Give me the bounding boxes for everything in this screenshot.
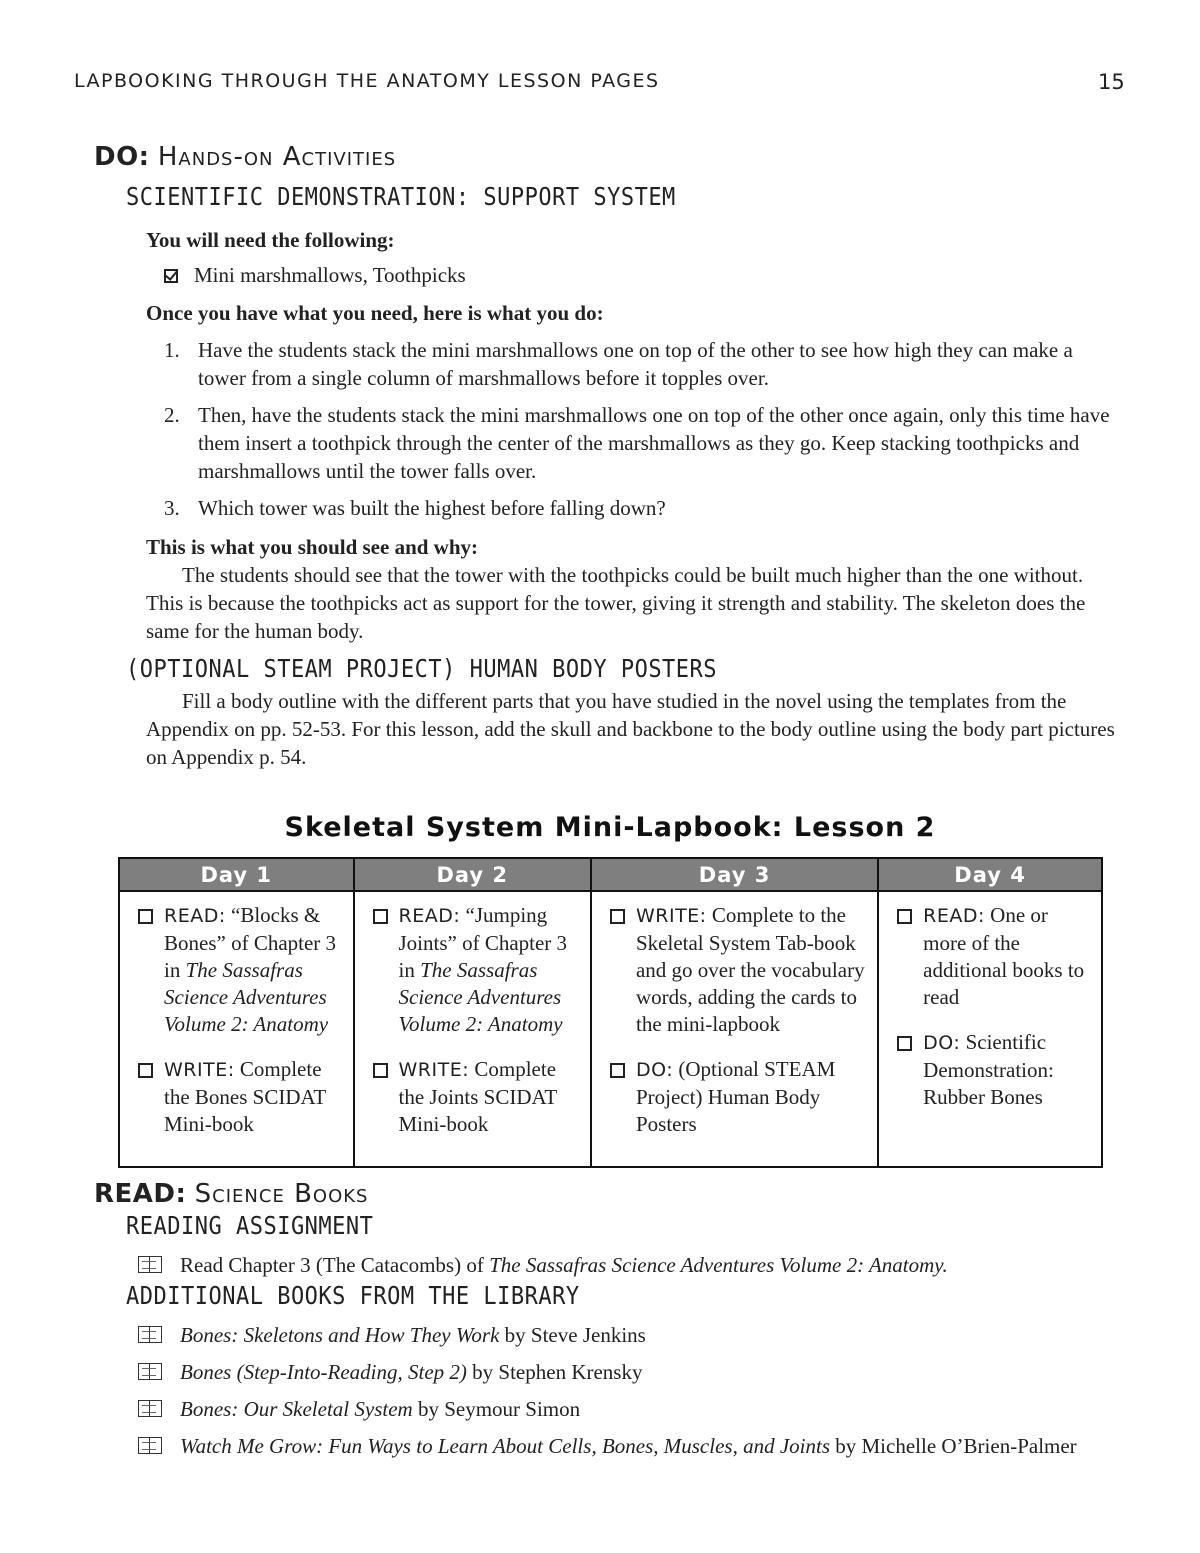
steps-label: Once you have what you need, here is what you do:: [146, 301, 604, 325]
task-label: WRITE:: [164, 1059, 235, 1081]
step-text: Then, have the students stack the mini marshmallows one on top of the other once again, only this time have them insert a toothpick through the center of the marshmallows as they go. Keep stacking toothpicks and marshmallows until the tower falls over.: [198, 403, 1110, 483]
task-item: [897, 902, 1089, 1011]
day-4-cell: [878, 891, 1102, 1167]
read-section-title: Science Books: [194, 1179, 369, 1209]
library-book-item: [138, 1358, 642, 1386]
task-text: “Blocks & Bones” of Chapter 3 in: [164, 903, 337, 982]
task-label: READ:: [398, 905, 461, 927]
task-item: [138, 902, 341, 1038]
book-title: Bones: Our Skeletal System: [180, 1397, 413, 1421]
task-text: Scientific Demonstration: Rubber Bones: [923, 1030, 1054, 1109]
day-header: Day 2: [354, 858, 591, 891]
task-text: “Jumping Joints” of Chapter 3 in: [398, 903, 568, 982]
checkbox-icon[interactable]: [897, 1036, 912, 1051]
day-header: Day 4: [878, 858, 1102, 891]
checkbox-icon[interactable]: [610, 909, 625, 924]
need-label: You will need the following:: [146, 228, 395, 252]
day-1-cell: [119, 891, 354, 1167]
checkbox-icon[interactable]: [897, 909, 912, 924]
step-text: Which tower was built the highest before falling down?: [198, 496, 666, 520]
book-icon: [138, 1326, 162, 1343]
book-author: by Seymour Simon: [412, 1397, 581, 1421]
task-item: [610, 902, 865, 1038]
checkbox-icon[interactable]: [373, 1063, 388, 1078]
task-item: [610, 1056, 865, 1138]
book-icon: [138, 1400, 162, 1417]
task-label: DO:: [635, 1059, 674, 1081]
task-text: One or more of the additional books to read: [923, 903, 1085, 1009]
assignment-text: Read Chapter 3 (The Catacombs) of: [180, 1253, 490, 1277]
task-label: READ:: [923, 905, 985, 927]
lapbook-title: Skeletal System Mini-Lapbook: Lesson 2: [284, 812, 936, 843]
book-icon: [138, 1363, 162, 1380]
step-number: 1.: [164, 338, 180, 362]
checkbox-icon[interactable]: [373, 909, 388, 924]
task-text: Complete to the Skeletal System Tab-book and go over the vocabulary words, adding the cards to the mini-lapbook: [635, 903, 865, 1036]
day-3-cell: [591, 891, 878, 1167]
step-item: [164, 401, 1114, 485]
task-text: Complete the Bones SCIDAT Mini-book: [164, 1057, 326, 1136]
checkbox-icon[interactable]: [138, 909, 153, 924]
project-paragraph: Fill a body outline with the different parts that you have studied in the novel using the templates from the Appendix on pp. 52-53. For this lesson, add the skull and backbone to the body outline using the body part pictures on Appendix p. 54.: [146, 689, 1115, 769]
page-number: 15: [1098, 70, 1125, 94]
task-label: READ:: [164, 905, 226, 927]
task-item: [373, 902, 578, 1038]
task-label: DO:: [923, 1032, 961, 1054]
book-title: Bones: Skeletons and How They Work: [180, 1323, 500, 1347]
why-paragraph: The students should see that the tower with the toothpicks could be built much higher than the one without. This is because the toothpicks act as support for the tower, giving it strength and stability. The skeleton does the same for the human body.: [146, 563, 1086, 643]
task-item: [373, 1056, 578, 1138]
day-header: Day 3: [591, 858, 878, 891]
materials-text: Mini marshmallows, Toothpicks: [194, 263, 466, 287]
step-item: [164, 336, 1114, 392]
reading-assignment-item: [138, 1251, 948, 1279]
book-title: Watch Me Grow: Fun Ways to Learn About Cells, Bones, Muscles, and Joints: [180, 1434, 830, 1458]
book-author: by Michelle O’Brien-Palmer: [830, 1434, 1077, 1458]
lapbook-schedule-table: [118, 857, 1103, 1168]
do-keyword: DO:: [94, 142, 150, 172]
materials-item: [164, 261, 466, 289]
why-label: This is what you should see and why:: [146, 535, 479, 559]
reading-assignment-heading: READING ASSIGNMENT: [126, 1212, 374, 1241]
book-author: by Stephen Krensky: [466, 1360, 643, 1384]
book-icon: [138, 1437, 162, 1454]
task-book-title: The Sassafras Science Adventures Volume 2: Anatomy: [164, 958, 329, 1036]
library-book-item: [138, 1432, 1077, 1460]
task-item: [897, 1029, 1089, 1111]
task-text: Complete the Joints SCIDAT Mini-book: [398, 1057, 557, 1136]
do-section-heading: [94, 142, 396, 172]
library-book-item: [138, 1321, 646, 1349]
day-2-cell: [354, 891, 591, 1167]
project-heading: (OPTIONAL STEAM PROJECT) HUMAN BODY POSTERS: [126, 655, 718, 684]
do-section-title: Hands-on Activities: [157, 142, 397, 172]
checkbox-icon[interactable]: [138, 1063, 153, 1078]
book-icon: [138, 1256, 162, 1273]
day-header: Day 1: [119, 858, 354, 891]
assignment-book-title: The Sassafras Science Adventures Volume 2: Anatomy.: [489, 1253, 948, 1277]
step-number: 3.: [164, 496, 180, 520]
demo-heading: SCIENTIFIC DEMONSTRATION: SUPPORT SYSTEM: [126, 183, 676, 212]
task-label: WRITE:: [635, 905, 707, 927]
book-title: Bones (Step-Into-Reading, Step 2): [180, 1360, 467, 1384]
task-item: [138, 1056, 341, 1138]
checkbox-icon[interactable]: [610, 1063, 625, 1078]
task-label: WRITE:: [398, 1059, 470, 1081]
library-book-item: [138, 1395, 580, 1423]
step-text: Have the students stack the mini marshmallows one on top of the other to see how high they can make a tower from a single column of marshmallows before it topples over.: [198, 338, 1073, 390]
step-item: [164, 494, 1114, 522]
task-book-title: The Sassafras Science Adventures Volume 2: Anatomy: [398, 958, 563, 1036]
running-head: LAPBOOKING THROUGH THE ANATOMY LESSON PAGES: [74, 70, 660, 92]
read-section-heading: [94, 1179, 368, 1209]
book-author: by Steve Jenkins: [499, 1323, 646, 1347]
checkbox-checked-icon: [164, 269, 178, 283]
task-text: (Optional STEAM Project) Human Body Posters: [635, 1057, 836, 1136]
step-number: 2.: [164, 403, 180, 427]
library-books-heading: ADDITIONAL BOOKS FROM THE LIBRARY: [126, 1282, 580, 1311]
read-keyword: READ:: [94, 1179, 187, 1209]
